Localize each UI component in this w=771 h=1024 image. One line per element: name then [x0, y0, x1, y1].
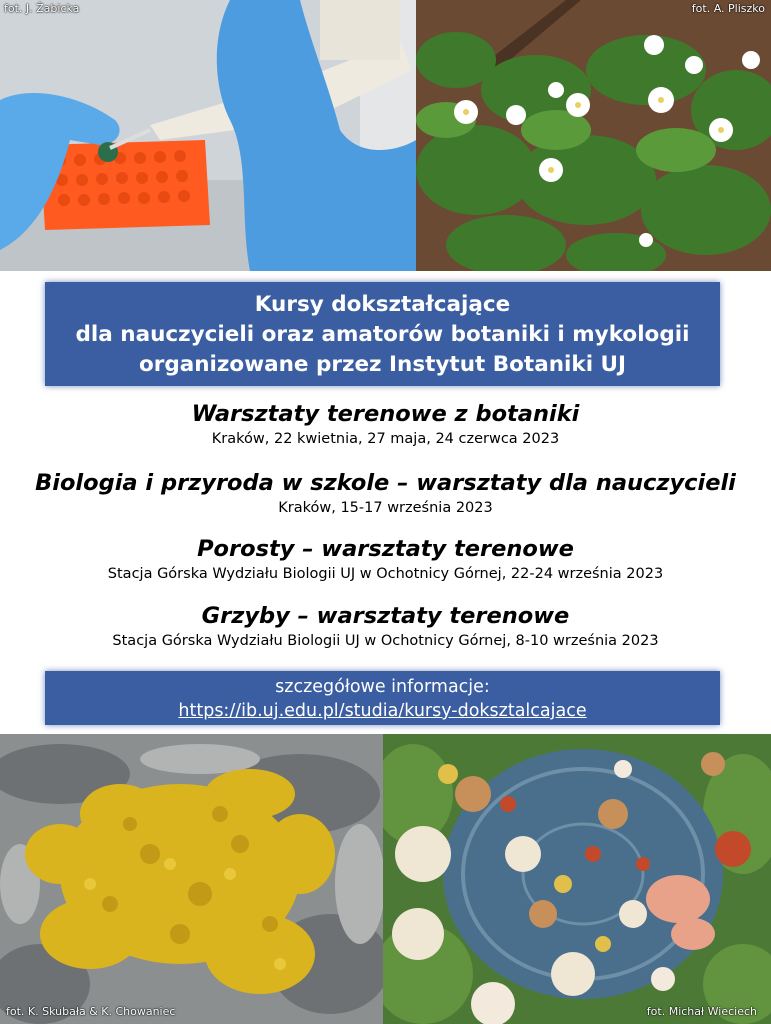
- course-details: Stacja Górska Wydziału Biologii UJ w Ochotnicy Górnej, 8-10 września 2023: [112, 633, 659, 649]
- course-details: Stacja Górska Wydziału Biologii UJ w Ochotnicy Górnej, 22-24 września 2023: [107, 566, 664, 582]
- photo-credit-bottom-right: fot. Michał Wieciech: [646, 1005, 757, 1018]
- course-details: Kraków, 15-17 września 2023: [278, 500, 493, 516]
- course-4: [0, 602, 771, 652]
- course-2: [0, 469, 771, 519]
- course-details: Kraków, 22 kwietnia, 27 maja, 24 czerwca 2023: [211, 431, 560, 447]
- photo-mushrooms: [383, 734, 771, 1024]
- title-line-1: Kursy dokształcające: [254, 292, 511, 317]
- course-3: [0, 535, 771, 585]
- photo-credit-bottom-left: fot. K. Skubała & K. Chowaniec: [6, 1005, 176, 1018]
- photo-lichen: [0, 734, 383, 1024]
- course-1: [0, 400, 771, 450]
- info-link[interactable]: https://ib.uj.edu.pl/studia/kursy-doksztalcajace: [178, 701, 587, 721]
- info-label: szczegółowe informacje:: [275, 677, 490, 697]
- title-banner: [45, 282, 720, 386]
- photo-credit-top-right: fot. A. Pliszko: [691, 2, 765, 15]
- title-line-2: dla nauczycieli oraz amatorów botaniki i mykologii: [75, 322, 690, 347]
- course-title: Grzyby – warsztaty terenowe: [201, 603, 570, 629]
- course-title: Porosty – warsztaty terenowe: [197, 536, 574, 562]
- course-title: Warsztaty terenowe z botaniki: [191, 401, 580, 427]
- photo-anemone-flowers: [416, 0, 771, 271]
- photo-credit-top-left: fot. J. Żabicka: [4, 2, 80, 15]
- title-line-3: organizowane przez Instytut Botaniki UJ: [138, 352, 627, 377]
- info-banner: [45, 671, 720, 725]
- photo-lab-pipette: [0, 0, 416, 271]
- course-title: Biologia i przyroda w szkole – warsztaty dla nauczycieli: [35, 470, 736, 496]
